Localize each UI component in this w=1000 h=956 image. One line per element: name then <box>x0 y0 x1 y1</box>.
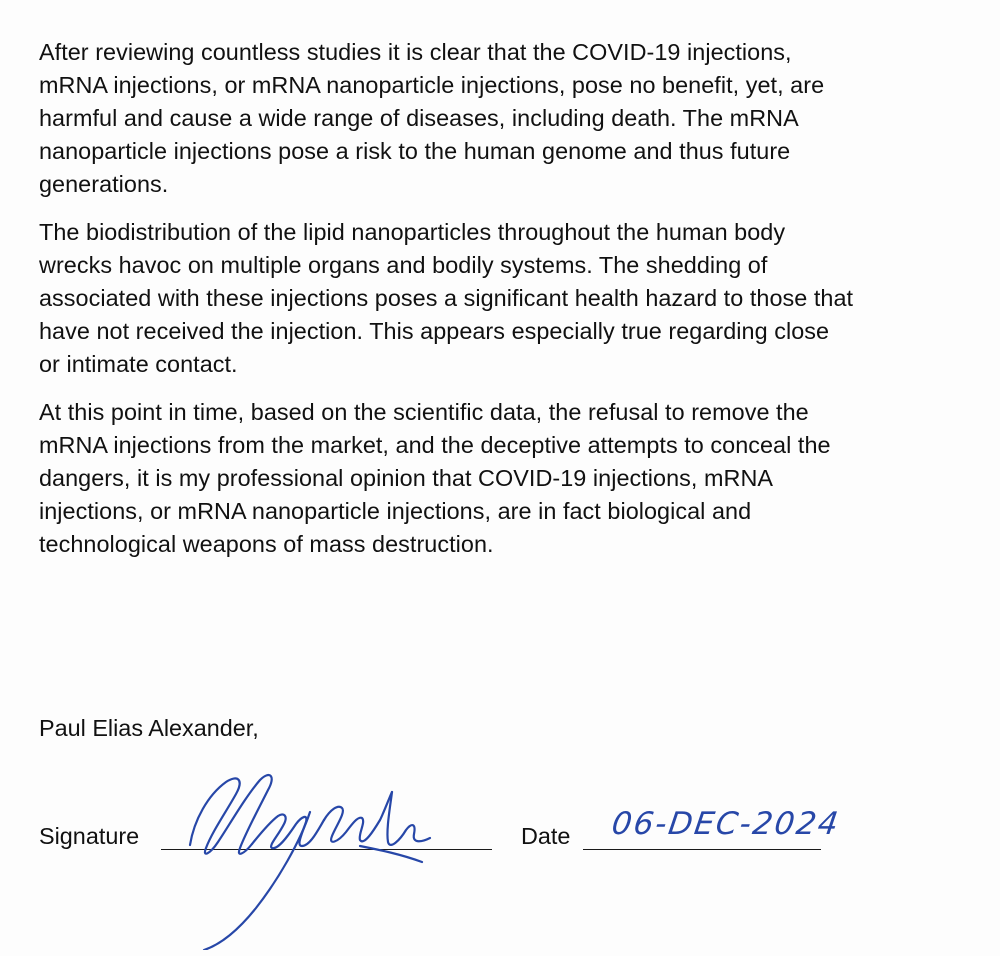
signature-stroke <box>190 775 272 854</box>
signature-label: Signature <box>39 823 140 849</box>
signer-name: Paul Elias Alexander, <box>39 715 259 741</box>
paragraph-line: The biodistribution of the lipid nanoparticles throughout the human body <box>39 219 786 245</box>
paragraph-line: mRNA injections from the market, and the deceptive attempts to conceal the <box>39 432 831 458</box>
signature-stroke <box>387 792 430 845</box>
paragraph-1 <box>39 36 974 201</box>
paragraph-line: technological weapons of mass destruction. <box>39 531 494 557</box>
paragraph-line: mRNA injections, or mRNA nanoparticle injections, pose no benefit, yet, are <box>39 72 825 98</box>
signature-stroke <box>324 792 392 842</box>
signature-stroke <box>204 812 310 950</box>
paragraph-3 <box>39 396 974 561</box>
signature-stroke <box>252 814 324 848</box>
handwritten-date: 06-DEC-2024 <box>609 806 843 842</box>
paragraph-line: or intimate contact. <box>39 351 238 377</box>
paragraph-line: injections, or mRNA nanoparticle injections, are in fact biological and <box>39 498 752 524</box>
paragraph-2 <box>39 216 974 381</box>
paragraph-line: harmful and cause a wide range of diseases, including death. The mRNA <box>39 105 799 131</box>
statement-body <box>39 36 974 576</box>
paragraph-line: associated with these injections poses a significant health hazard to those that <box>39 285 854 311</box>
paragraph-line: have not received the injection. This appears especially true regarding close <box>39 318 830 344</box>
paragraph-line: After reviewing countless studies it is clear that the COVID-19 injections, <box>39 39 792 65</box>
paragraph-line: nanoparticle injections pose a risk to the human genome and thus future <box>39 138 791 164</box>
paragraph-line: dangers, it is my professional opinion that COVID-19 injections, mRNA <box>39 465 774 491</box>
date-line <box>583 849 821 850</box>
signature-stroke <box>360 846 422 862</box>
paragraph-line: generations. <box>39 171 169 197</box>
paragraph-line: wrecks havoc on multiple organs and bodily systems. The shedding of <box>39 252 768 278</box>
paragraph-line: At this point in time, based on the scientific data, the refusal to remove the <box>39 399 809 425</box>
handwritten-signature <box>160 750 460 950</box>
date-label: Date <box>521 823 571 849</box>
